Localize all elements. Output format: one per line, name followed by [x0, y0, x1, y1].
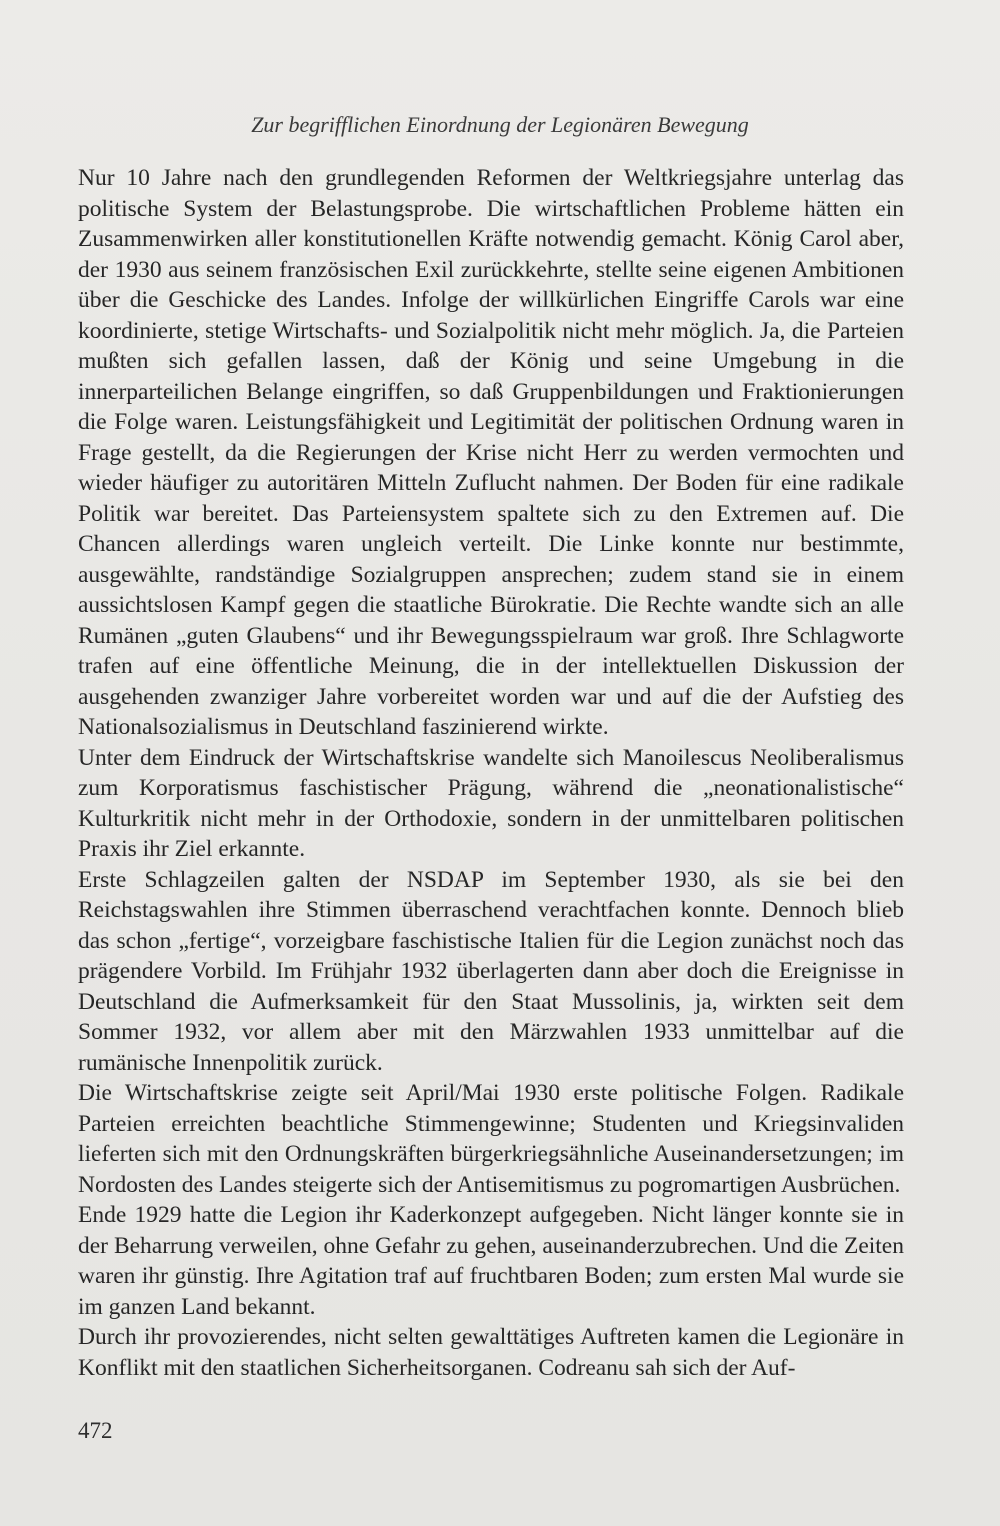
page-number: 472: [78, 1418, 113, 1443]
running-head-title: Zur begrifflichen Einordnung der Legionären Bewegung: [251, 112, 749, 137]
paragraph: Durch ihr provozierendes, nicht selten gewalttätiges Auftreten kamen die Legionäre in Konflikt mit den staatlichen Sicherheitsorganen. Codreanu sah sich der Auf-: [78, 1324, 904, 1381]
paragraph: Ende 1929 hatte die Legion ihr Kaderkonzept aufgegeben. Nicht länger konnte sie in der Beharrung verweilen, ohne Gefahr zu gehen, auseinanderzubrechen. Und die Zeiten waren ihr günstig. Ihre Agitation traf auf fruchtbaren Boden; zum ersten Mal wurde sie im ganzen Land bekannt.: [78, 1202, 904, 1320]
body-text: [78, 163, 904, 1383]
paragraph: Nur 10 Jahre nach den grundlegenden Reformen der Weltkriegsjahre unterlag das politische System der Belastungsprobe. Die wirtschaftlichen Probleme hätten ein Zusammenwirken aller konstitutionellen Kräfte notwendig gemacht. König Carol aber, der 1930 aus seinem französischen Exil zurückkehrte, stellte seine eigenen Ambitionen über die Geschicke des Landes. Infolge der willkürlichen Eingriffe Carols war eine koordinierte, stetige Wirtschafts- und Sozialpolitik nicht mehr möglich. Ja, die Parteien mußten sich gefallen lassen, daß der König und seine Umgebung in die innerparteilichen Belange eingriffen, so daß Gruppenbildungen und Fraktionierungen die Folge waren. Leistungsfähigkeit und Legitimität der politischen Ordnung waren in Frage gestellt, da die Regierungen der Krise nicht Herr zu werden vermochten und wieder häufiger zu autoritären Mitteln Zuflucht nahmen. Der Boden für eine radikale Politik war bereitet. Das Parteiensystem spaltete sich zu den Extremen auf. Die Chancen allerdings waren ungleich verteilt. Die Linke konnte nur bestimmte, ausgewählte, randständige Sozialgruppen ansprechen; zudem stand sie in einem aussichtslosen Kampf gegen die staatliche Bürokratie. Die Rechte wandte sich an alle Rumänen „guten Glaubens“ und ihr Bewegungsspielraum war groß. Ihre Schlagworte trafen auf eine öffentliche Meinung, die in der intellektuellen Diskussion der ausgehenden zwanziger Jahre vorbereitet worden war und auf die der Aufstieg des Nationalsozialismus in Deutschland faszinierend wirkte.: [78, 165, 904, 740]
paragraph: Die Wirtschaftskrise zeigte seit April/Mai 1930 erste politische Folgen. Radikale Parteien erreichten beachtliche Stimmengewinne; Studenten und Kriegsinvaliden lieferten sich mit den Ordnungskräften bürgerkriegsähnliche Auseinandersetzungen; im Nordosten des Landes steigerte sich der Antisemitismus zu pogromartigen Ausbrüchen.: [78, 1080, 904, 1198]
paragraph: Erste Schlagzeilen galten der NSDAP im September 1930, als sie bei den Reichstagswahlen ihre Stimmen überraschend verachtfachen konnte. Dennoch blieb das schon „fertige“, vorzeigbare faschistische Italien für die Legion zunächst noch das prägendere Vorbild. Im Frühjahr 1932 überlagerten dann aber doch die Ereignisse in Deutschland die Aufmerksamkeit für den Staat Mussolinis, ja, wirkten seit dem Sommer 1932, vor allem aber mit den Märzwahlen 1933 unmittelbar auf die rumänische Innenpolitik zurück.: [78, 866, 904, 1076]
paragraph: Unter dem Eindruck der Wirtschaftskrise wandelte sich Manoilescus Neoliberalismus zum Korporatismus faschistischer Prägung, während die „neonationalistische“ Kulturkritik nicht mehr in der Orthodoxie, sondern in der unmittelbaren politischen Praxis ihr Ziel erkannte.: [78, 744, 904, 862]
